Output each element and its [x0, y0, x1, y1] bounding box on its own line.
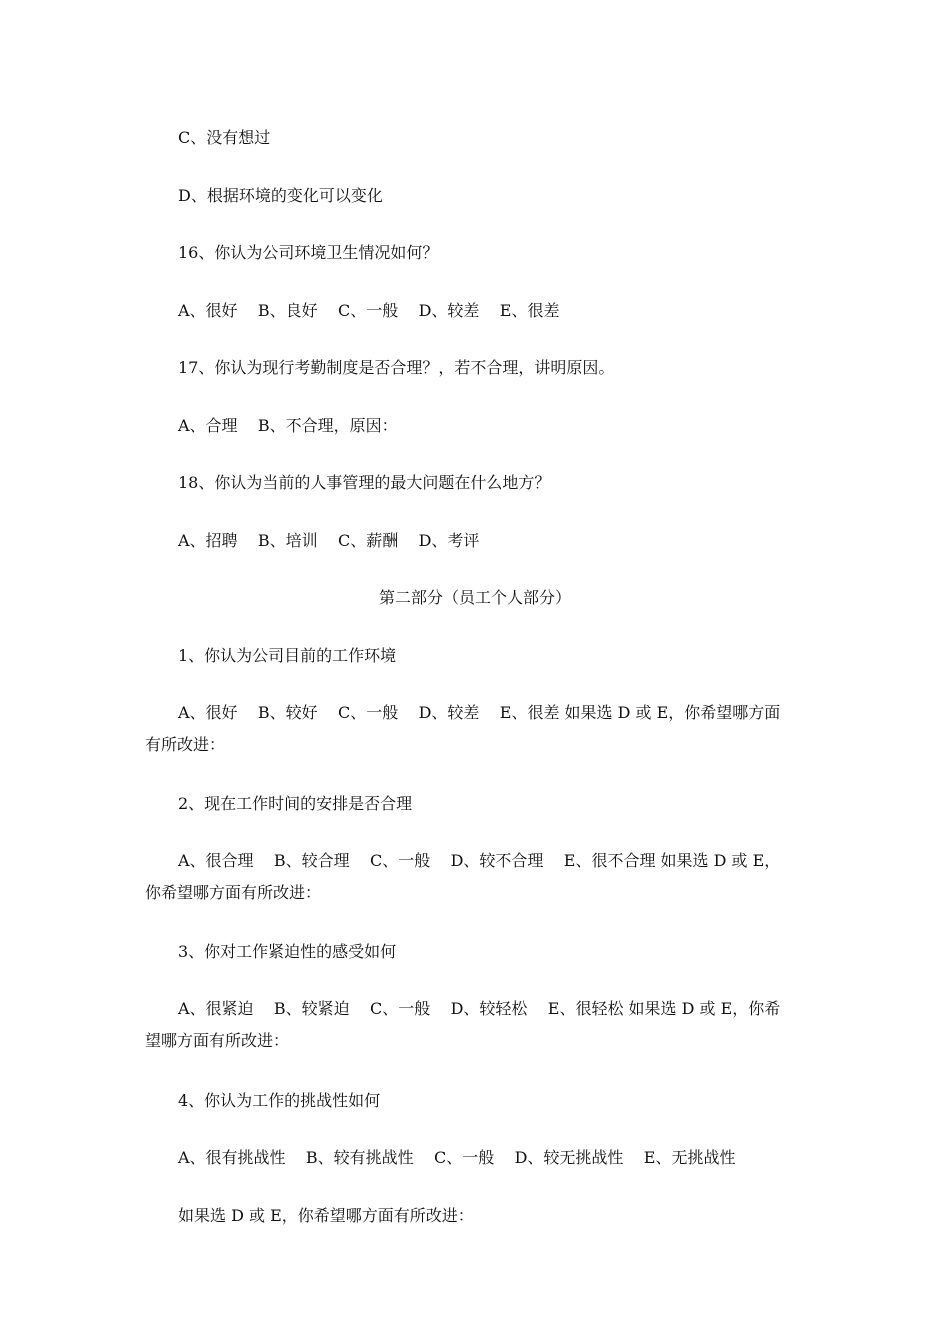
part2-question-3-options: A、很紧迫 B、较紧迫 C、一般 D、较轻松 E、很轻松 如果选 D 或 E，你希望哪方面有所改进：	[145, 999, 781, 1050]
question-18-options: A、招聘 B、培训 C、薪酬 D、考评	[178, 531, 480, 550]
question-17-options: A、合理 B、不合理，原因：	[178, 416, 398, 435]
part2-question-1-options: A、很好 B、较好 C、一般 D、较差 E、很差 如果选 D 或 E，你希望哪方面有所改进：	[145, 703, 781, 754]
part2-question-4-followup: 如果选 D 或 E，你希望哪方面有所改进：	[178, 1206, 474, 1225]
option-d-change-with-environment: D、根据环境的变化可以变化	[178, 186, 383, 205]
part2-question-4: 4、你认为工作的挑战性如何	[178, 1091, 381, 1110]
part2-question-2: 2、现在工作时间的安排是否合理	[178, 794, 413, 813]
question-18: 18、你认为当前的人事管理的最大问题在什么地方？	[178, 473, 551, 492]
part2-question-1: 1、你认为公司目前的工作环境	[178, 646, 397, 665]
section-title: 第二部分（员工个人部分）	[378, 588, 571, 607]
part2-question-2-options: A、很合理 B、较合理 C、一般 D、较不合理 E、很不合理 如果选 D 或 E，你希望哪方面有所改进：	[145, 851, 781, 902]
option-c-never-thought: C、没有想过	[178, 128, 271, 147]
question-17: 17、你认为现行考勤制度是否合理？，若不合理，讲明原因。	[178, 358, 615, 377]
question-16-options: A、很好 B、良好 C、一般 D、较差 E、很差	[178, 301, 560, 320]
part2-question-4-options: A、很有挑战性 B、较有挑战性 C、一般 D、较无挑战性 E、无挑战性	[178, 1148, 736, 1167]
part2-question-3: 3、你对工作紧迫性的感受如何	[178, 942, 397, 961]
question-16: 16、你认为公司环境卫生情况如何？	[178, 243, 439, 262]
